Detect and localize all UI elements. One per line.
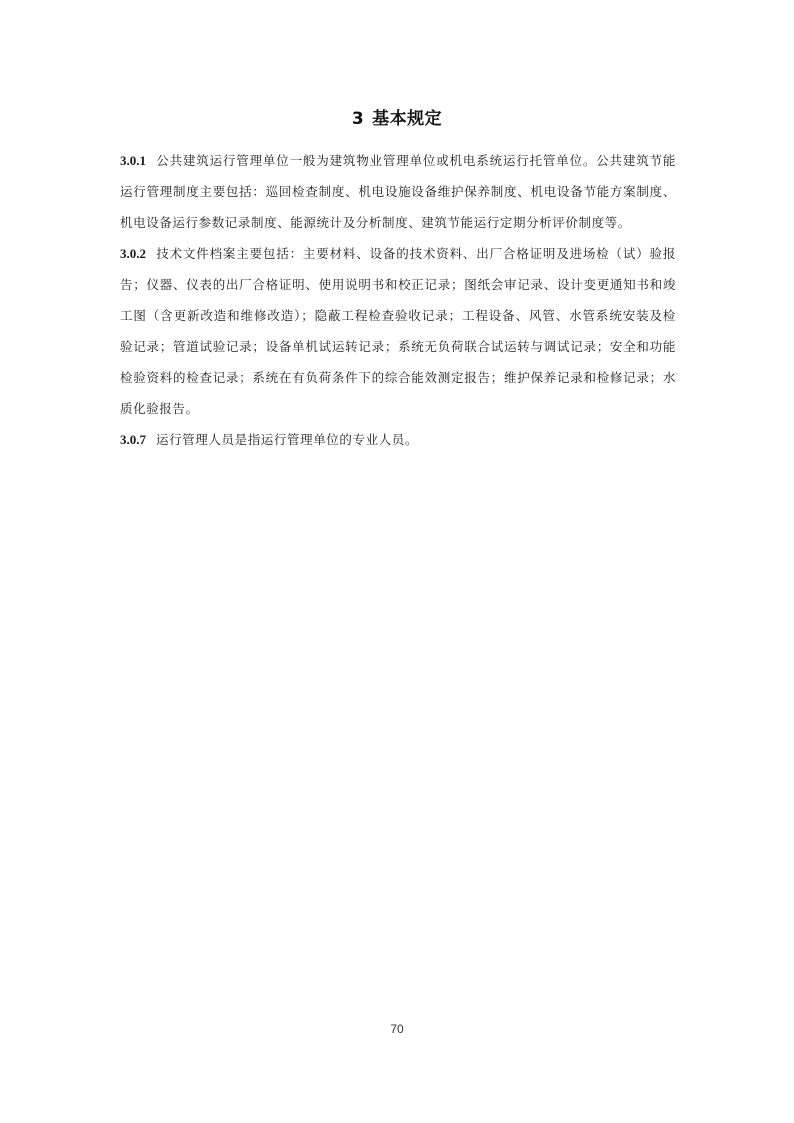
- clause-number: 3.0.1: [120, 153, 146, 168]
- clause-text: 运行管理人员是指运行管理单位的专业人员。: [156, 432, 419, 447]
- section-number: 3: [351, 109, 365, 129]
- clause-3-0-2: [120, 238, 676, 424]
- clause-number: 3.0.7: [120, 432, 146, 447]
- clause-text: 公共建筑运行管理单位一般为建筑物业管理单位或机电系统运行托管单位。公共建筑节能运行管理制度主要包括：巡回检查制度、机电设施设备维护保养制度、机电设备节能方案制度、机电设备运行参数记录制度、能源统计及分析制度、建筑节能运行定期分析评价制度等。: [120, 153, 676, 230]
- page-number: 70: [390, 1022, 404, 1036]
- section-title: 基本规定: [372, 109, 443, 129]
- section-heading: [0, 104, 794, 129]
- clause-number: 3.0.2: [120, 246, 146, 261]
- clause-text: 技术文件档案主要包括：主要材料、设备的技术资料、出厂合格证明及进场检（试）验报告；仪器、仪表的出厂合格证明、使用说明书和校正记录；图纸会审记录、设计变更通知书和竣工图（含更新改造和维修改造）；隐蔽工程检查验收记录；工程设备、风管、水管系统安装及检验记录；管道试验记录；设备单机试运转记录；系统无负荷联合试运转与调试记录；安全和功能检验资料的检查记录；系统在有负荷条件下的综合能效测定报告；维护保养记录和检修记录；水质化验报告。: [120, 246, 676, 416]
- clause-3-0-1: [120, 145, 676, 238]
- clause-3-0-7: [120, 424, 676, 455]
- clause-list: [120, 145, 676, 455]
